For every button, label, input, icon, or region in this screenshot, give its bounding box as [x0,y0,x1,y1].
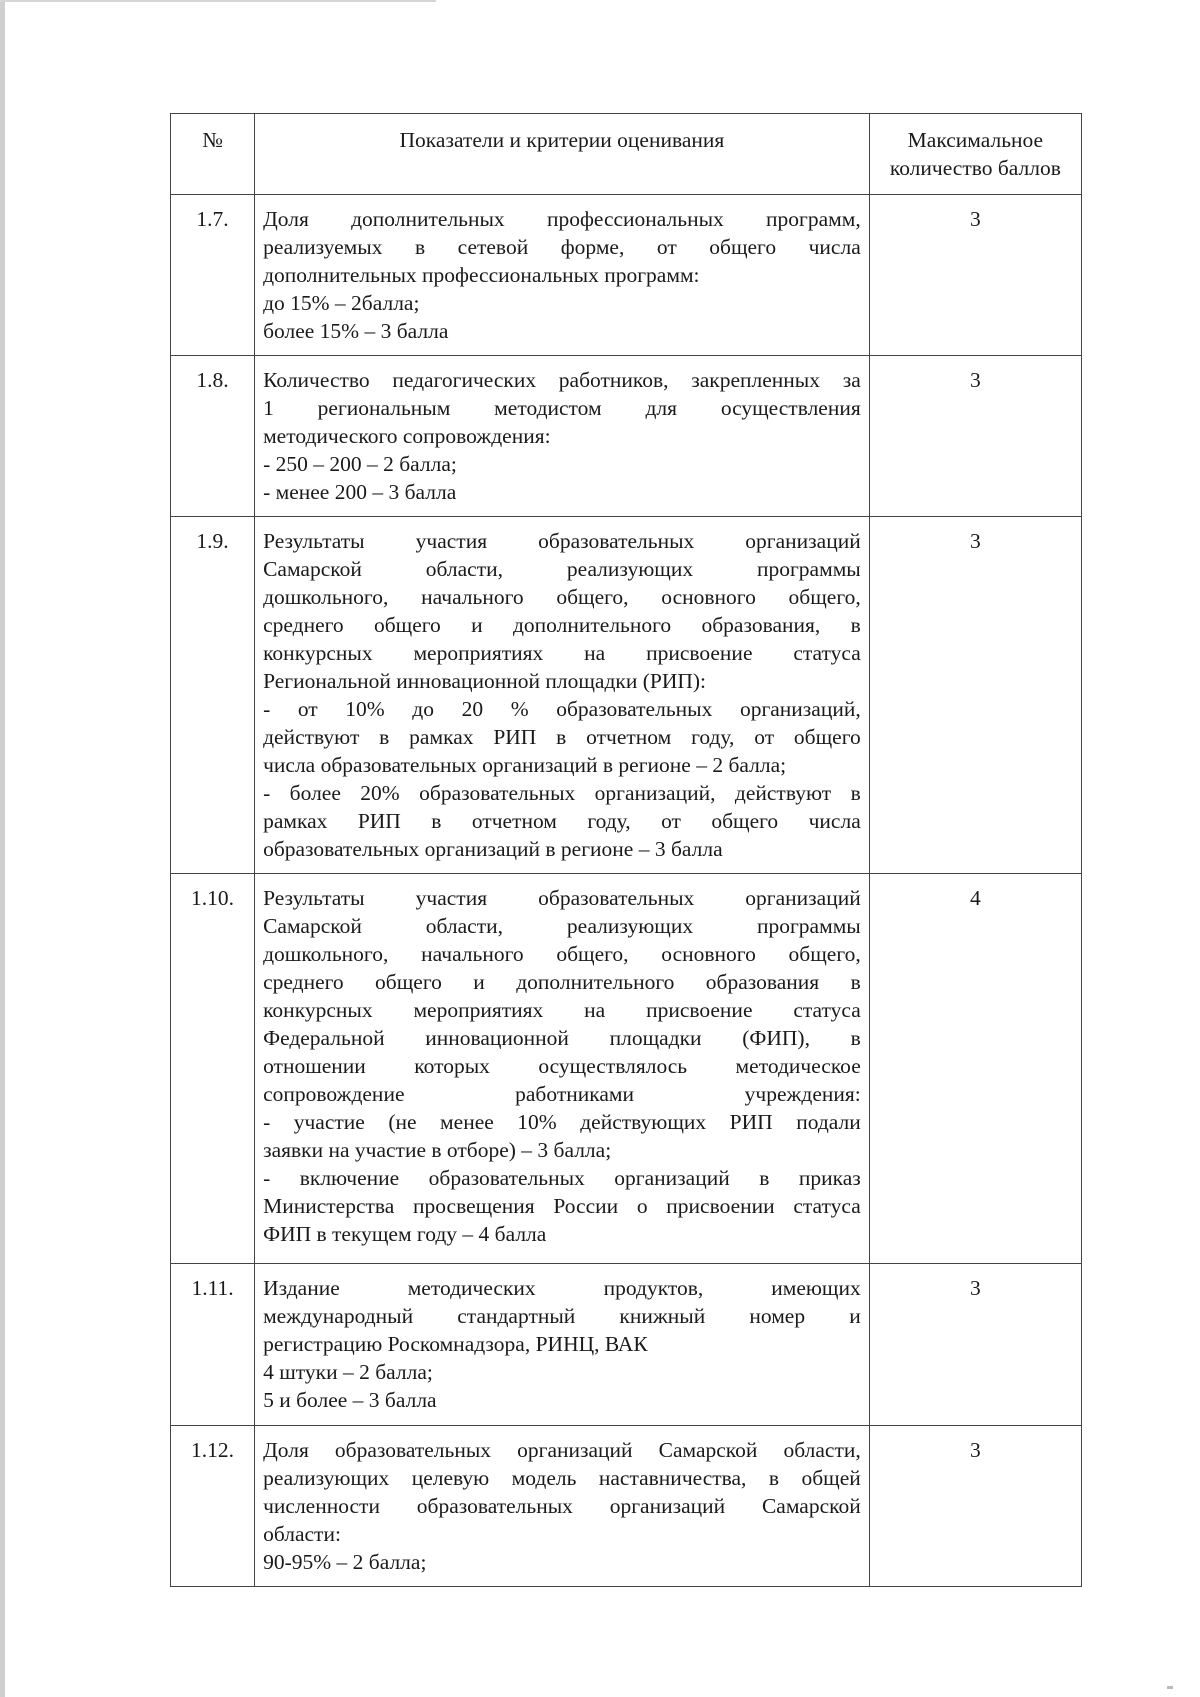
criteria-line: Количество педагогических работников, закрепленных за [263,368,861,392]
criteria-line: более 15% – 3 балла [263,319,449,343]
criteria-line: - включение образовательных организаций в приказ [263,1166,861,1190]
header-criteria: Показатели и критерии оценивания [255,114,870,195]
header-number: № [171,114,255,195]
criteria-line: сопровождение работниками учреждения: [263,1082,861,1106]
criteria-line: Региональной инновационной площадки (РИП): [263,669,707,693]
criteria-line: отношении которых осуществлялось методическое [263,1054,861,1078]
table-row [171,874,1082,1264]
criteria-line: методического сопровождения: [263,424,551,448]
criteria-line: международный стандартный книжный номер и [263,1304,861,1328]
row-max-score: 3 [869,517,1081,874]
row-number: 1.9. [171,517,255,874]
criteria-line: действуют в рамках РИП в отчетном году, от общего [263,725,861,749]
criteria-line: - 250 – 200 – 2 балла; [263,452,457,476]
criteria-line: реализуемых в сетевой форме, от общего числа [263,235,861,259]
criteria-line: числа образовательных организаций в регионе – 2 балла; [263,753,787,777]
table-row [171,1264,1082,1426]
table-header-row [171,114,1082,195]
criteria-line: дошкольного, начального общего, основного общего, [263,942,861,966]
row-criteria-text [255,874,870,1264]
row-criteria-text [255,1264,870,1426]
criteria-line: 5 и более – 3 балла [263,1388,437,1412]
criteria-line: конкурсных мероприятиях на присвоение статуса [263,641,861,665]
scan-top-rule [0,0,436,2]
criteria-line: дошкольного, начального общего, основного общего, [263,585,861,609]
table-row [171,195,1082,356]
criteria-line: реализующих целевую модель наставничества, в общей [263,1466,861,1490]
row-number: 1.7. [171,195,255,356]
criteria-line: - от 10% до 20 % образовательных организаций, [263,697,861,721]
criteria-line: среднего общего и дополнительного образования в [263,970,861,994]
criteria-table [170,113,1082,1587]
criteria-line: рамках РИП в отчетном году, от общего числа [263,809,861,833]
criteria-line: до 15% – 2балла; [263,291,420,315]
row-criteria-text [255,517,870,874]
scan-left-edge [0,0,5,1697]
table-row [171,356,1082,517]
row-criteria-text [255,356,870,517]
criteria-line: среднего общего и дополнительного образования, в [263,613,861,637]
table-row [171,1426,1082,1587]
criteria-line: Доля образовательных организаций Самарской области, [263,1438,861,1462]
row-number: 1.8. [171,356,255,517]
criteria-line: образовательных организаций в регионе – 3 балла [263,837,723,861]
table-row [171,517,1082,874]
criteria-line: Самарской области, реализующих программы [263,914,861,938]
criteria-line: - более 20% образовательных организаций, действуют в [263,781,861,805]
row-criteria-text [255,1426,870,1587]
criteria-line: заявки на участие в отборе) – 3 балла; [263,1138,612,1162]
criteria-line: регистрацию Роскомнадзора, РИНЦ, ВАК [263,1332,648,1356]
criteria-line: Результаты участия образовательных организаций [263,886,861,910]
criteria-line: конкурсных мероприятиях на присвоение статуса [263,998,861,1022]
header-max-score [869,114,1081,195]
row-max-score: 3 [869,356,1081,517]
criteria-line: 4 штуки – 2 балла; [263,1360,433,1384]
row-max-score: 3 [869,195,1081,356]
header-max-score-line2: количество баллов [889,156,1061,180]
row-number: 1.12. [171,1426,255,1587]
criteria-line: ФИП в текущем году – 4 балла [263,1222,547,1246]
criteria-line: Федеральной инновационной площадки (ФИП), в [263,1026,861,1050]
criteria-line: - менее 200 – 3 балла [263,480,457,504]
criteria-line: области: [263,1522,341,1546]
criteria-line: численности образовательных организаций Самарской [263,1494,861,1518]
row-max-score: 3 [869,1264,1081,1426]
row-max-score: 4 [869,874,1081,1264]
row-criteria-text [255,195,870,356]
row-number: 1.11. [171,1264,255,1426]
criteria-line: 1 региональным методистом для осуществления [263,396,861,420]
criteria-line: Самарской области, реализующих программы [263,557,861,581]
criteria-line: Доля дополнительных профессиональных программ, [263,207,861,231]
criteria-line: Результаты участия образовательных организаций [263,529,861,553]
criteria-line: - участие (не менее 10% действующих РИП подали [263,1110,861,1134]
row-max-score: 3 [869,1426,1081,1587]
header-max-score-line1: Максимальное [907,128,1044,152]
row-number: 1.10. [171,874,255,1264]
criteria-line: 90-95% – 2 балла; [263,1550,427,1574]
criteria-line: Министерства просвещения России о присвоении статуса [263,1194,861,1218]
criteria-line: дополнительных профессиональных программ: [263,263,700,287]
criteria-line: Издание методических продуктов, имеющих [263,1276,861,1300]
scan-speck [1167,1686,1173,1689]
